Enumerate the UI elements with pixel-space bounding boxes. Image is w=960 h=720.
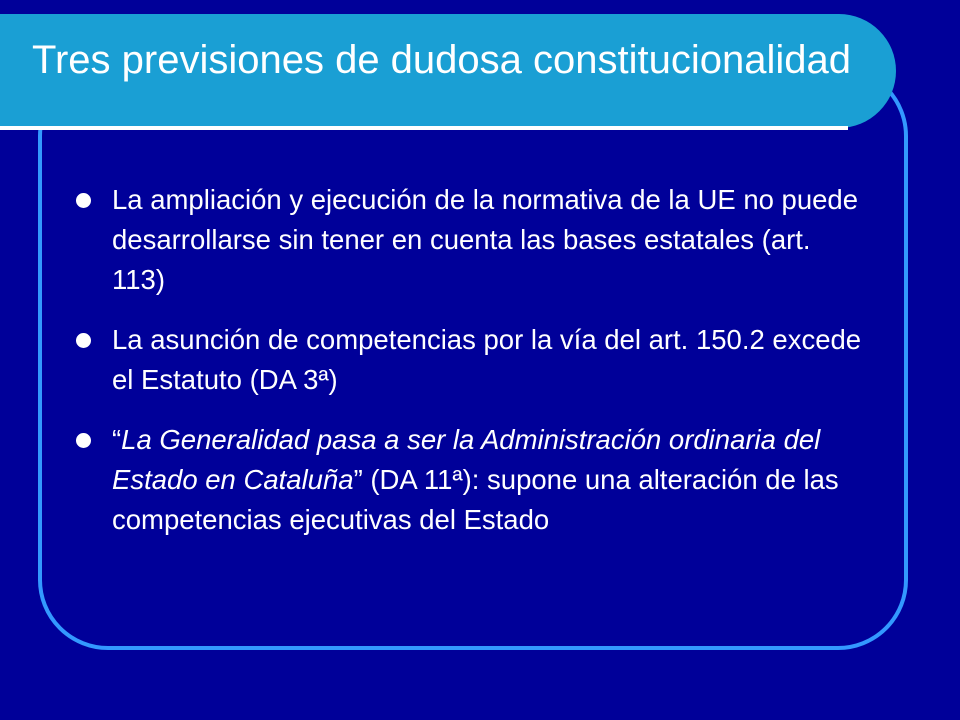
title-underline	[0, 126, 848, 130]
bullet-text: La ampliación y ejecución de la normativa de la UE no puede desarrollarse sin tener en cuenta las bases estatales (art. 113)	[112, 184, 859, 295]
title-bar	[0, 14, 896, 128]
bullet-text: La asunción de competencias por la vía del art. 150.2 excede el Estatuto (DA 3ª)	[112, 324, 862, 395]
bullet-text-rest: ” (DA 11ª): supone una alteración de las competencias ejecutivas del Estado	[112, 464, 839, 535]
bullet-item-3	[76, 420, 866, 540]
bullet-dot-icon	[76, 433, 91, 448]
quoted-text: La Generalidad pasa a ser la Administración ordinaria del Estado en Cataluña	[112, 424, 821, 495]
bullet-item-1	[76, 180, 866, 300]
bullet-list	[76, 180, 866, 560]
bullet-dot-icon	[76, 333, 91, 348]
slide-title: Tres previsiones de dudosa constitucionalidad	[32, 38, 852, 82]
bullet-dot-icon	[76, 193, 91, 208]
bullet-item-2	[76, 320, 866, 400]
quote-open: “	[112, 424, 122, 455]
